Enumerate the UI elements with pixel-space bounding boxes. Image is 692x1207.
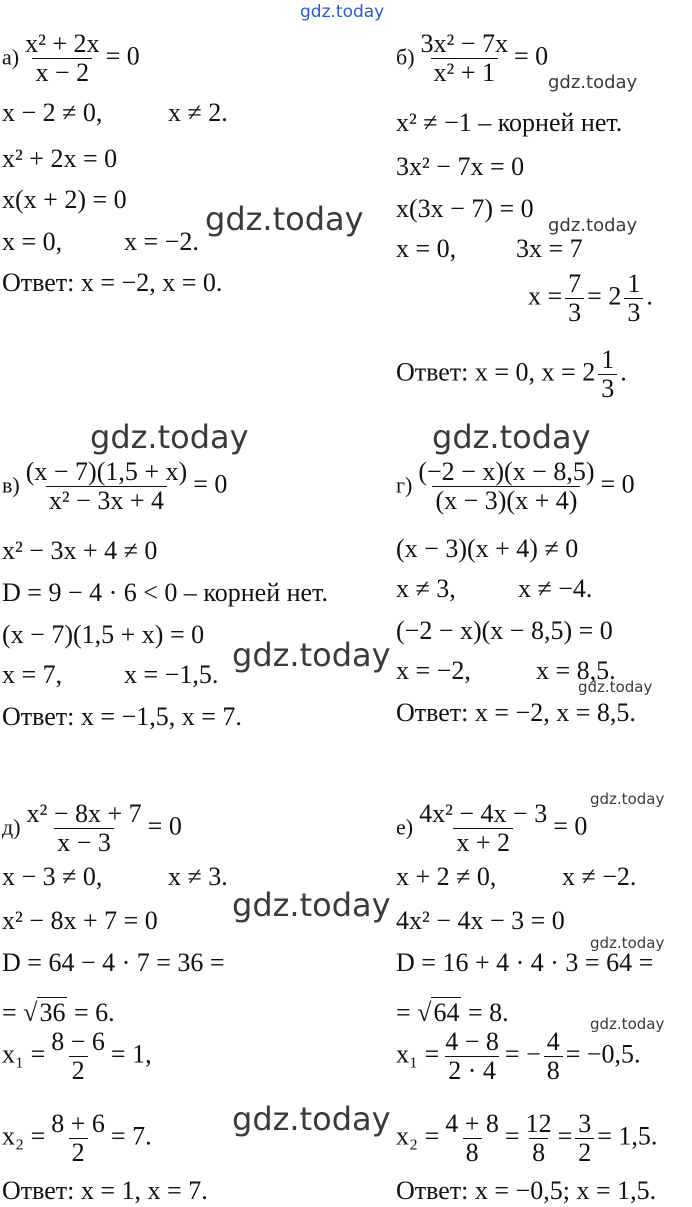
problem-b-line: x² ≠ −1 – корней нет. bbox=[396, 108, 623, 137]
watermark: gdz.today bbox=[232, 1100, 391, 1138]
problem-d-line: x ≠ 3. bbox=[168, 862, 228, 891]
watermark: gdz.today bbox=[90, 418, 249, 456]
watermark: gdz.today bbox=[232, 636, 391, 674]
problem-b-line: 3x² − 7x = 0 bbox=[396, 152, 525, 181]
problem-d-line: x² − 8x + 7 = 0 bbox=[2, 906, 158, 935]
problem-e-x2: x₂ = $\frac{4 + 8}{8}$ = $\frac{12}{8}$ = $\frac{3}{2}$ = 1,5. bbox=[396, 1109, 658, 1167]
problem-a-line: x² + 2x = 0 bbox=[2, 144, 118, 173]
watermark: gdz.today bbox=[205, 200, 364, 238]
problem-e-equation: е) $\frac{\text{4x² − 4x − 3}}{x + 2}$ = 0 bbox=[396, 799, 588, 857]
problem-b-line: x = 0, bbox=[396, 234, 457, 263]
watermark: gdz.today bbox=[578, 678, 653, 696]
problem-b-answer: Ответ: x = 0, x = 2 $\frac{1}{3}$ . bbox=[396, 345, 627, 403]
watermark: gdz.today bbox=[590, 790, 665, 808]
watermark: gdz.today bbox=[590, 934, 665, 952]
watermark: gdz.today bbox=[548, 215, 638, 236]
problem-v-line: x² − 3x + 4 ≠ 0 bbox=[2, 536, 158, 565]
problem-e-x1: x₁ = $\frac{4 - 8}{2 \cdot 4}$ = − $\frac{4}{8}$ = −0,5. bbox=[396, 1027, 641, 1085]
problem-d-x1: x₁ = $\frac{8 - 6}{2}$ = 1, bbox=[2, 1027, 152, 1085]
problem-a-line: x = −2. bbox=[124, 227, 199, 256]
watermark: gdz.today bbox=[232, 886, 391, 924]
problem-e-line: x ≠ −2. bbox=[562, 862, 637, 891]
problem-d-x2: x₂ = $\frac{8 + 6}{2}$ = 7. bbox=[2, 1109, 152, 1167]
problem-a-line: x = 0, bbox=[2, 227, 63, 256]
problem-g-line: (x − 3)(x + 4) ≠ 0 bbox=[396, 534, 579, 563]
problem-g-line: x = −2, bbox=[396, 656, 471, 685]
problem-d-equation: д) $\frac{\text{x² − 8x + 7}}{x - 3}$ = 0 bbox=[2, 799, 182, 857]
problem-v-line: (x − 7)(1,5 + x) = 0 bbox=[2, 620, 205, 649]
problem-a-line: x ≠ 2. bbox=[168, 98, 228, 127]
problem-d-sqrt-line: = √36 = 6. bbox=[2, 998, 115, 1027]
problem-d-line: D = 64 − 4 · 7 = 36 = bbox=[2, 948, 225, 977]
problem-b-equation: б) $\frac{\text{3x² − 7x}}{\text{x² + 1}}$ = 0 bbox=[396, 29, 549, 87]
problem-b-line: 3x = 7 bbox=[516, 234, 583, 263]
watermark: gdz.today bbox=[548, 72, 638, 93]
problem-e-line: D = 16 + 4 · 4 · 3 = 64 = bbox=[396, 948, 654, 977]
problem-e-line: x + 2 ≠ 0, bbox=[396, 862, 497, 891]
problem-b-line: x(3x − 7) = 0 bbox=[396, 194, 534, 223]
problem-g-line: (−2 − x)(x − 8,5) = 0 bbox=[396, 616, 613, 645]
watermark: gdz.today bbox=[432, 418, 591, 456]
problem-g-line: x ≠ 3, bbox=[396, 574, 456, 603]
problem-v-equation: в) $\frac{(x - 7)(1,5 + x)}{\text{x² − 3x + 4}}$ = 0 bbox=[2, 457, 228, 515]
problem-v-line: x = 7, bbox=[2, 660, 63, 689]
problem-e-answer: Ответ: x = −0,5; x = 1,5. bbox=[396, 1176, 657, 1205]
problem-a-line: x(x + 2) = 0 bbox=[2, 185, 127, 214]
problem-g-answer: Ответ: x = −2, x = 8,5. bbox=[396, 698, 636, 727]
problem-v-line: D = 9 − 4 · 6 < 0 – корней нет. bbox=[2, 578, 328, 607]
problem-b-result: x = $\frac{7}{3}$ = 2 $\frac{1}{3}$ . bbox=[528, 269, 653, 327]
problem-g-line: x = 8,5. bbox=[536, 656, 616, 685]
problem-a-answer: Ответ: x = −2, x = 0. bbox=[2, 268, 223, 297]
watermark: gdz.today bbox=[590, 1015, 665, 1033]
problem-d-answer: Ответ: x = 1, x = 7. bbox=[2, 1176, 208, 1205]
problem-v-answer: Ответ: x = −1,5, x = 7. bbox=[2, 702, 242, 731]
problem-e-sqrt-line: = √64 = 8. bbox=[396, 998, 509, 1027]
problem-g-equation: г) $\frac{(-2 - x)(x - 8,5)}{(x - 3)(x + 4)}$ = 0 bbox=[396, 457, 635, 515]
problem-e-line: 4x² − 4x − 3 = 0 bbox=[396, 906, 565, 935]
problem-d-line: x − 3 ≠ 0, bbox=[2, 862, 103, 891]
problem-a-equation: а) $\frac{\text{x² + 2x}}{x - 2}$ = 0 bbox=[2, 29, 140, 87]
problem-g-line: x ≠ −4. bbox=[518, 574, 593, 603]
watermark-top: gdz.today bbox=[300, 2, 385, 22]
problem-a-line: x − 2 ≠ 0, bbox=[2, 98, 103, 127]
problem-v-line: x = −1,5. bbox=[124, 660, 219, 689]
